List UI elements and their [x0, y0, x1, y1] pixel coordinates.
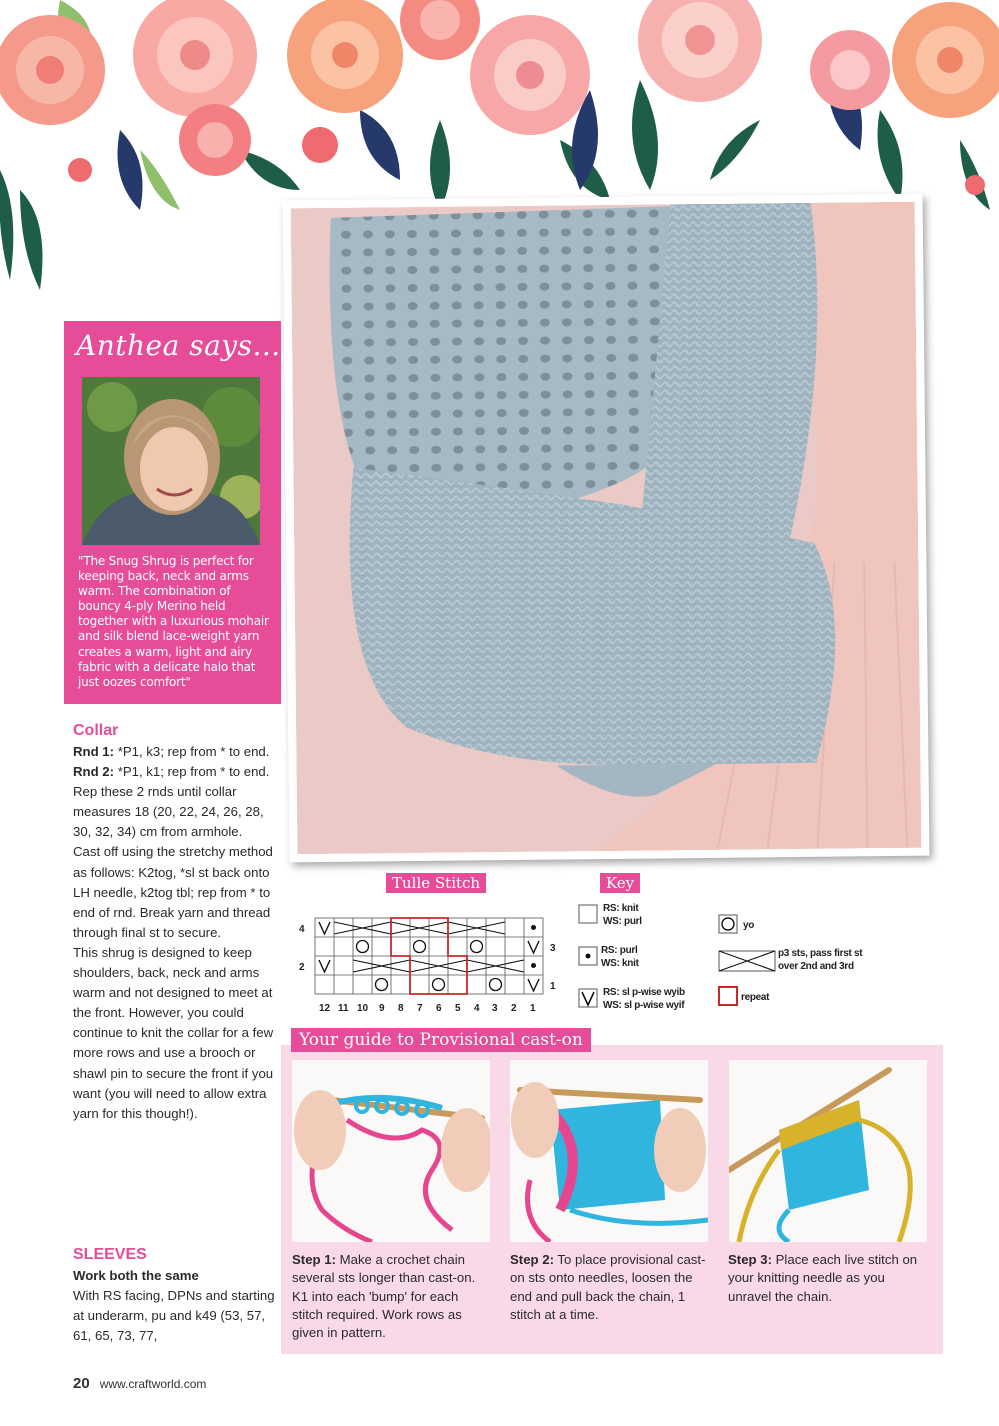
page-footer	[73, 1375, 206, 1392]
step-1-photo	[292, 1060, 490, 1242]
chart-col-label: 4	[474, 1003, 480, 1014]
pass-over-symbol-icon	[718, 950, 776, 972]
collar-para-3: This shrug is designed to keep shoulders, back, neck and arms warm and not designed to meet at the front. However, you could continue to knit the collar for a few more rows and use a brooch or shawl pin to secure the front if you want (you will need to allow extra yarn for this though!).	[73, 944, 274, 1121]
collar-section	[73, 720, 278, 1124]
chart-col-label: 12	[319, 1003, 331, 1014]
chart-col-label: 8	[398, 1003, 404, 1014]
key-title: Key	[600, 873, 640, 893]
slip-symbol-icon	[578, 988, 598, 1008]
sidebar-title: Anthea says...	[76, 329, 281, 362]
collar-para-1: Rep these 2 rnds until collar measures 18 (20, 22, 24, 26, 28, 30, 32, 34) cm from armhole.	[73, 784, 264, 840]
key-item-purl: RS: purl WS: knit	[601, 945, 639, 969]
step-3-photo	[729, 1060, 927, 1242]
key-item-yo: yo	[743, 920, 755, 931]
key-item-repeat: repeat	[741, 992, 770, 1003]
chart-col-label: 3	[492, 1003, 498, 1014]
chart-row-label-right: 3	[550, 943, 556, 954]
knit-symbol-icon	[578, 904, 598, 924]
footer-url: www.craftworld.com	[99, 1377, 207, 1391]
chart-row-label-right: 1	[550, 981, 556, 992]
chart-col-label: 7	[417, 1003, 423, 1014]
chart-col-label: 2	[511, 1003, 517, 1014]
collar-rnd-2: Rnd 2: *P1, k1; rep from * to end.	[73, 764, 270, 780]
guide-title: Your guide to Provisional cast-on	[291, 1028, 591, 1052]
collar-para-2: Cast off using the stretchy method as follows: K2tog, *sl st back onto LH needle, k2tog tbl; rep from * to end of rnd. Break yarn and thread through final st to secure.	[73, 844, 273, 940]
sleeves-text: With RS facing, DPNs and starting at underarm, pu and k49 (53, 57, 61, 65, 73, 77,	[73, 1288, 275, 1344]
chart-col-label: 10	[357, 1003, 369, 1014]
chart-title: Tulle Stitch	[386, 873, 486, 893]
sleeves-subheading: Work both the same	[73, 1268, 199, 1283]
chart-col-label: 11	[338, 1003, 349, 1014]
sleeves-heading: SLEEVES	[73, 1246, 147, 1263]
key-item-knit: RS: knit WS: purl	[603, 903, 642, 927]
chart-col-label: 9	[379, 1003, 385, 1014]
designer-quote: "The Snug Shrug is perfect for keeping back, neck and arms warm. The combination of bouncy 4-ply Merino held together with a luxurious mohair and silk blend lace-weight yarn creates a warm, light and airy fabric with a delicate halo that just oozes comfort"	[78, 554, 269, 689]
key-item-slip: RS: sl p-wise wyib WS: sl p-wise wyif	[603, 987, 685, 1011]
chart-col-label: 1	[530, 1003, 536, 1014]
collar-heading: Collar	[73, 722, 119, 739]
step-1-text: Step 1: Make a crochet chain several sts longer than cast-on. K1 into each 'bump' for each stitch required. Work rows as given in pattern.	[292, 1252, 476, 1341]
step-2-text: Step 2: To place provisional cast-on sts onto needles, loosen the end and pull back the chain, 1 stitch at a time.	[510, 1252, 706, 1322]
chart-row-label-left: 4	[299, 924, 305, 935]
key-item-pass-over: p3 sts, pass first st over 2nd and 3rd	[778, 948, 863, 972]
yarn-over-symbol-icon	[718, 914, 738, 934]
step-2-photo	[510, 1060, 708, 1242]
chart-row-label-left: 2	[299, 962, 305, 973]
chart-col-label: 5	[455, 1003, 461, 1014]
repeat-symbol-icon	[718, 986, 738, 1006]
purl-symbol-icon	[578, 946, 598, 966]
tulle-stitch-chart	[292, 912, 567, 1017]
page-number: 20	[73, 1375, 90, 1392]
sleeves-section	[73, 1244, 278, 1346]
shrug-photo	[291, 202, 922, 854]
shrug-photo-frame	[283, 194, 930, 863]
designer-portrait	[82, 377, 260, 545]
chart-col-label: 6	[436, 1003, 442, 1014]
collar-rnd-1: Rnd 1: *P1, k3; rep from * to end.	[73, 744, 270, 759]
step-3-text: Step 3: Place each live stitch on your knitting needle as you unravel the chain.	[728, 1252, 918, 1304]
designer-quote-box	[64, 321, 281, 704]
